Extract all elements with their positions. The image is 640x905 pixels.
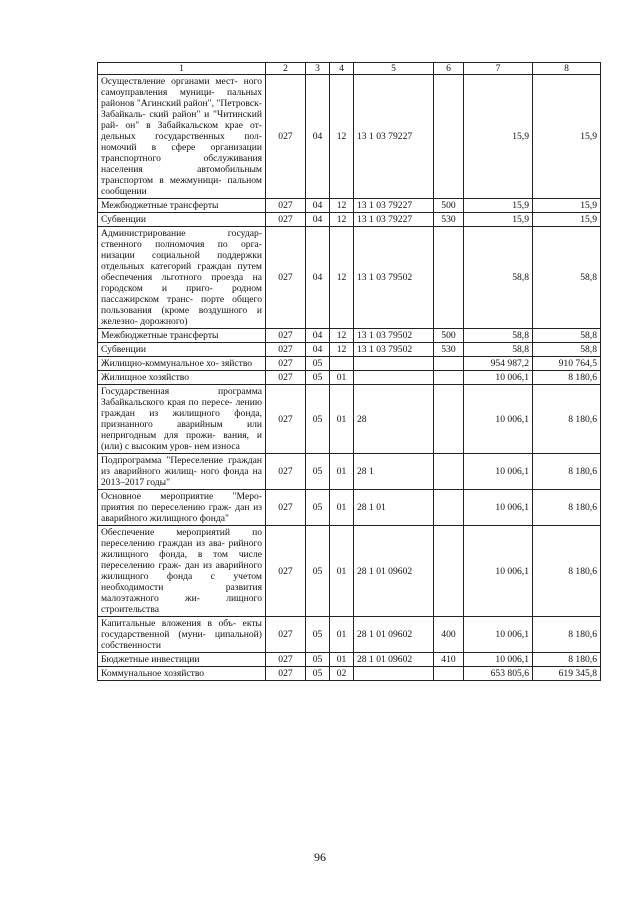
amount-cell-year2: 58,8 [533, 227, 601, 329]
table-row [98, 371, 601, 385]
amount-cell-year2: 15,9 [533, 213, 601, 227]
ministry-code-cell: 027 [266, 454, 306, 490]
amount-cell-year2: 58,8 [533, 329, 601, 343]
section-code-cell: 04 [306, 329, 330, 343]
subsection-code-cell: 12 [330, 227, 354, 329]
table-row [98, 667, 601, 681]
row-name-cell: Бюджетные инвестиции [98, 653, 266, 667]
subsection-code-cell: 01 [330, 653, 354, 667]
amount-cell-year1: 10 006,1 [464, 490, 533, 526]
expense-type-cell: 400 [434, 617, 464, 653]
amount-cell-year2: 15,9 [533, 75, 601, 199]
section-code-cell: 04 [306, 227, 330, 329]
amount-cell-year1: 58,8 [464, 343, 533, 357]
section-code-cell: 05 [306, 653, 330, 667]
target-article-cell: 28 1 01 [354, 490, 434, 526]
row-name-cell: Коммунальное хозяйство [98, 667, 266, 681]
expense-type-cell [434, 667, 464, 681]
target-article-cell: 28 1 [354, 454, 434, 490]
table-row [98, 357, 601, 371]
expense-type-cell: 530 [434, 213, 464, 227]
target-article-cell: 13 1 03 79227 [354, 199, 434, 213]
column-header: 2 [266, 63, 306, 75]
ministry-code-cell: 027 [266, 385, 306, 454]
column-header: 3 [306, 63, 330, 75]
section-code-cell: 04 [306, 343, 330, 357]
expense-type-cell [434, 454, 464, 490]
target-article-cell: 28 1 01 09602 [354, 526, 434, 617]
ministry-code-cell: 027 [266, 667, 306, 681]
table-row [98, 617, 601, 653]
amount-cell-year2: 58,8 [533, 343, 601, 357]
row-name-cell: Обеспечение мероприятий по переселению граждан из ава- рийного жилищного фонда, в том числе переселению граж- дан из аварийного жилищного фонда с учетом необходимости развития малоэтажного жи- лищного строительства [98, 526, 266, 617]
ministry-code-cell: 027 [266, 371, 306, 385]
table-row [98, 454, 601, 490]
table-row [98, 385, 601, 454]
ministry-code-cell: 027 [266, 617, 306, 653]
target-article-cell [354, 371, 434, 385]
subsection-code-cell: 01 [330, 371, 354, 385]
row-name-cell: Государственная программа Забайкальского края по пересе- лению граждан из жилищного фонда, признанного аварийным или непригодным для прожи- вания, и (или) с высоким уров- нем износа [98, 385, 266, 454]
subsection-code-cell: 12 [330, 75, 354, 199]
row-name-cell: Субвенции [98, 343, 266, 357]
column-header: 1 [98, 63, 266, 75]
row-name-cell: Подпрограмма "Переселение граждан из аварийного жилищ- ного фонда на 2013–2017 годы" [98, 454, 266, 490]
expense-type-cell: 410 [434, 653, 464, 667]
table-row [98, 199, 601, 213]
expense-type-cell [434, 357, 464, 371]
row-name-cell: Субвенции [98, 213, 266, 227]
expense-type-cell [434, 75, 464, 199]
subsection-code-cell: 01 [330, 454, 354, 490]
expense-type-cell: 500 [434, 329, 464, 343]
ministry-code-cell: 027 [266, 526, 306, 617]
ministry-code-cell: 027 [266, 227, 306, 329]
column-header: 8 [533, 63, 601, 75]
expense-type-cell: 530 [434, 343, 464, 357]
target-article-cell: 13 1 03 79502 [354, 343, 434, 357]
amount-cell-year1: 15,9 [464, 75, 533, 199]
expense-type-cell: 500 [434, 199, 464, 213]
column-header: 5 [354, 63, 434, 75]
row-name-cell: Капитальные вложения в объ- екты государственной (муни- ципальной) собственности [98, 617, 266, 653]
amount-cell-year1: 10 006,1 [464, 371, 533, 385]
row-name-cell: Осуществление органами мест- ного самоуправления муници- пальных районов "Агинский район", "Петровск-Забайкаль- ский район" и "Читинский рай- он" в Забайкальском крае от- дельных государственных пол- номочий в сфере организации транспортного обслуживания населения автомобильным транспортом в межмуници- пальном сообщении [98, 75, 266, 199]
amount-cell-year2: 8 180,6 [533, 617, 601, 653]
section-code-cell: 04 [306, 75, 330, 199]
target-article-cell: 28 1 01 09602 [354, 617, 434, 653]
header-row [98, 63, 601, 75]
section-code-cell: 04 [306, 199, 330, 213]
ministry-code-cell: 027 [266, 213, 306, 227]
row-name-cell: Основное мероприятие "Меро- приятия по переселению граж- дан из аварийного жилищного фонда" [98, 490, 266, 526]
amount-cell-year2: 8 180,6 [533, 526, 601, 617]
amount-cell-year1: 10 006,1 [464, 617, 533, 653]
table-row [98, 227, 601, 329]
ministry-code-cell: 027 [266, 343, 306, 357]
row-name-cell: Жилищное хозяйство [98, 371, 266, 385]
section-code-cell: 05 [306, 617, 330, 653]
table-row [98, 343, 601, 357]
table-row [98, 329, 601, 343]
amount-cell-year1: 10 006,1 [464, 385, 533, 454]
subsection-code-cell: 12 [330, 329, 354, 343]
target-article-cell: 28 [354, 385, 434, 454]
amount-cell-year2: 8 180,6 [533, 385, 601, 454]
amount-cell-year2: 910 764,5 [533, 357, 601, 371]
section-code-cell: 05 [306, 526, 330, 617]
table-row [98, 213, 601, 227]
subsection-code-cell: 02 [330, 667, 354, 681]
section-code-cell: 05 [306, 371, 330, 385]
amount-cell-year2: 8 180,6 [533, 653, 601, 667]
target-article-cell: 13 1 03 79502 [354, 227, 434, 329]
row-name-cell: Межбюджетные трансферты [98, 329, 266, 343]
expense-type-cell [434, 490, 464, 526]
subsection-code-cell: 12 [330, 213, 354, 227]
ministry-code-cell: 027 [266, 199, 306, 213]
expense-type-cell [434, 385, 464, 454]
amount-cell-year2: 8 180,6 [533, 371, 601, 385]
amount-cell-year1: 653 805,6 [464, 667, 533, 681]
subsection-code-cell: 01 [330, 490, 354, 526]
column-header: 4 [330, 63, 354, 75]
amount-cell-year2: 619 345,8 [533, 667, 601, 681]
amount-cell-year1: 10 006,1 [464, 653, 533, 667]
target-article-cell [354, 667, 434, 681]
target-article-cell: 13 1 03 79227 [354, 75, 434, 199]
section-code-cell: 05 [306, 490, 330, 526]
table-row [98, 490, 601, 526]
ministry-code-cell: 027 [266, 75, 306, 199]
ministry-code-cell: 027 [266, 357, 306, 371]
amount-cell-year1: 954 987,2 [464, 357, 533, 371]
expense-type-cell [434, 371, 464, 385]
amount-cell-year1: 10 006,1 [464, 454, 533, 490]
amount-cell-year1: 10 006,1 [464, 526, 533, 617]
section-code-cell: 05 [306, 385, 330, 454]
subsection-code-cell: 12 [330, 199, 354, 213]
table-row [98, 653, 601, 667]
amount-cell-year2: 8 180,6 [533, 454, 601, 490]
table-body [98, 75, 601, 681]
target-article-cell: 13 1 03 79502 [354, 329, 434, 343]
amount-cell-year2: 15,9 [533, 199, 601, 213]
row-name-cell: Администрирование государ- ственного полномочия по орга- низации социальной поддержки отдельных категорий граждан путем обеспечения льготного проезда на городском и приго- родном пассажирском транс- порте общего пользования (кроме воздушного и железно- дорожного) [98, 227, 266, 329]
row-name-cell: Межбюджетные трансферты [98, 199, 266, 213]
column-header: 7 [464, 63, 533, 75]
expense-type-cell [434, 526, 464, 617]
section-code-cell: 05 [306, 454, 330, 490]
table-row [98, 75, 601, 199]
amount-cell-year1: 58,8 [464, 227, 533, 329]
budget-table [97, 62, 601, 681]
amount-cell-year1: 58,8 [464, 329, 533, 343]
amount-cell-year1: 15,9 [464, 213, 533, 227]
subsection-code-cell: 01 [330, 385, 354, 454]
ministry-code-cell: 027 [266, 653, 306, 667]
subsection-code-cell: 01 [330, 617, 354, 653]
expense-type-cell [434, 227, 464, 329]
section-code-cell: 04 [306, 213, 330, 227]
subsection-code-cell [330, 357, 354, 371]
ministry-code-cell: 027 [266, 490, 306, 526]
section-code-cell: 05 [306, 357, 330, 371]
target-article-cell [354, 357, 434, 371]
ministry-code-cell: 027 [266, 329, 306, 343]
target-article-cell: 28 1 01 09602 [354, 653, 434, 667]
page-number: 96 [314, 850, 326, 864]
section-code-cell: 05 [306, 667, 330, 681]
subsection-code-cell: 01 [330, 526, 354, 617]
column-header: 6 [434, 63, 464, 75]
subsection-code-cell: 12 [330, 343, 354, 357]
target-article-cell: 13 1 03 79227 [354, 213, 434, 227]
row-name-cell: Жилищно-коммунальное хо- зяйство [98, 357, 266, 371]
table-row [98, 526, 601, 617]
amount-cell-year2: 8 180,6 [533, 490, 601, 526]
amount-cell-year1: 15,9 [464, 199, 533, 213]
